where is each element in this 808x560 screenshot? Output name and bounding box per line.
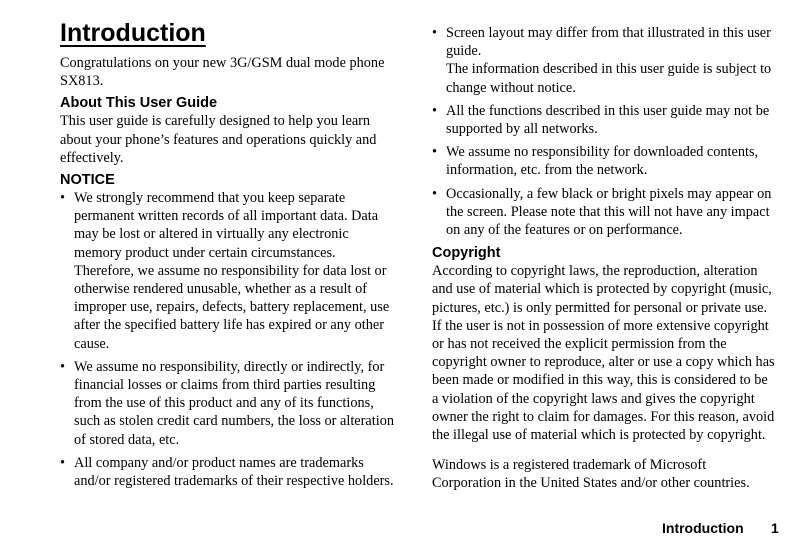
list-item bbox=[60, 358, 398, 449]
notice-list-continued bbox=[432, 24, 776, 239]
about-paragraph: This user guide is carefully designed to help you learn about your phone’s features and operations quickly and effectively. bbox=[60, 113, 377, 166]
bullet-icon: • bbox=[60, 190, 66, 207]
copyright-heading: Copyright bbox=[432, 245, 501, 262]
list-item bbox=[432, 102, 776, 138]
bullet-icon: • bbox=[60, 454, 66, 471]
list-item bbox=[432, 24, 776, 97]
list-item-text: We assume no responsibility for downloaded contents, information, etc. from the network. bbox=[446, 144, 759, 179]
footer-section-label: Introduction bbox=[662, 520, 744, 536]
list-item bbox=[60, 454, 398, 490]
intro-paragraph: Congratulations on your new 3G/GSM dual mode phone SX813. bbox=[60, 55, 385, 90]
list-item-text: We assume no responsibility, directly or indirectly, for financial losses or claims from third parties resulting from the use of this product and any of its functions, such as stolen credit card numbers, the loss or alteration of stored data, etc. bbox=[74, 358, 394, 448]
bullet-icon: • bbox=[432, 102, 438, 119]
notice-heading: NOTICE bbox=[60, 172, 115, 189]
list-item-text: Occasionally, a few black or bright pixels may appear on the screen. Please note that this will not have any impact on any of the features or on performance. bbox=[446, 185, 772, 239]
page-number: 1 bbox=[771, 520, 779, 536]
bullet-icon: • bbox=[432, 25, 438, 41]
bullet-icon: • bbox=[432, 185, 438, 202]
list-item bbox=[432, 143, 776, 179]
right-column bbox=[432, 24, 776, 493]
about-heading: About This User Guide bbox=[60, 95, 218, 112]
list-item-text: Screen layout may differ from that illustrated in this user guide. bbox=[446, 25, 771, 60]
windows-trademark-paragraph: Windows is a registered trademark of Microsoft Corporation in the United States and/or other countries. bbox=[432, 457, 750, 492]
notice-list bbox=[60, 189, 398, 490]
paragraph-spacer bbox=[432, 444, 776, 456]
list-item-text: We strongly recommend that you keep separate permanent written records of all important data. Data may be lost or altered in virtually any electronic memory product under certain circumstances. Therefore, we assume no responsibility for data lost or otherwise rendered unusable, whether as a result of improper use, repairs, defects, battery replacement, use after the specified battery life has expired or any other cause. bbox=[74, 190, 390, 352]
bullet-icon: • bbox=[60, 358, 66, 375]
copyright-paragraph: According to copyright laws, the reproduction, alteration and use of material which is protected by copyright (music, pictures, etc.) is only permitted for personal or private use. If the user is not in possession of more extensive copyright or has not received the explicit permission from the copyright owner to reproduce, alter or use a copy which has been made or modified in this way, this is considered to be a violation of the copyright laws and gives the copyright owner the right to claim for damages. For this reason, avoid the illegal use of material which is protected by copyright. bbox=[432, 263, 775, 444]
list-item bbox=[432, 185, 776, 240]
bullet-icon: • bbox=[432, 144, 438, 161]
left-column bbox=[60, 18, 398, 495]
list-item-text: All company and/or product names are trademarks and/or registered trademarks of their respective holders. bbox=[74, 454, 394, 490]
page-title: Introduction bbox=[60, 19, 206, 47]
list-item-text: All the functions described in this user guide may not be supported by all networks. bbox=[446, 102, 770, 138]
list-item-subtext: The information described in this user guide is subject to change without notice. bbox=[446, 61, 772, 96]
list-item bbox=[60, 189, 398, 353]
